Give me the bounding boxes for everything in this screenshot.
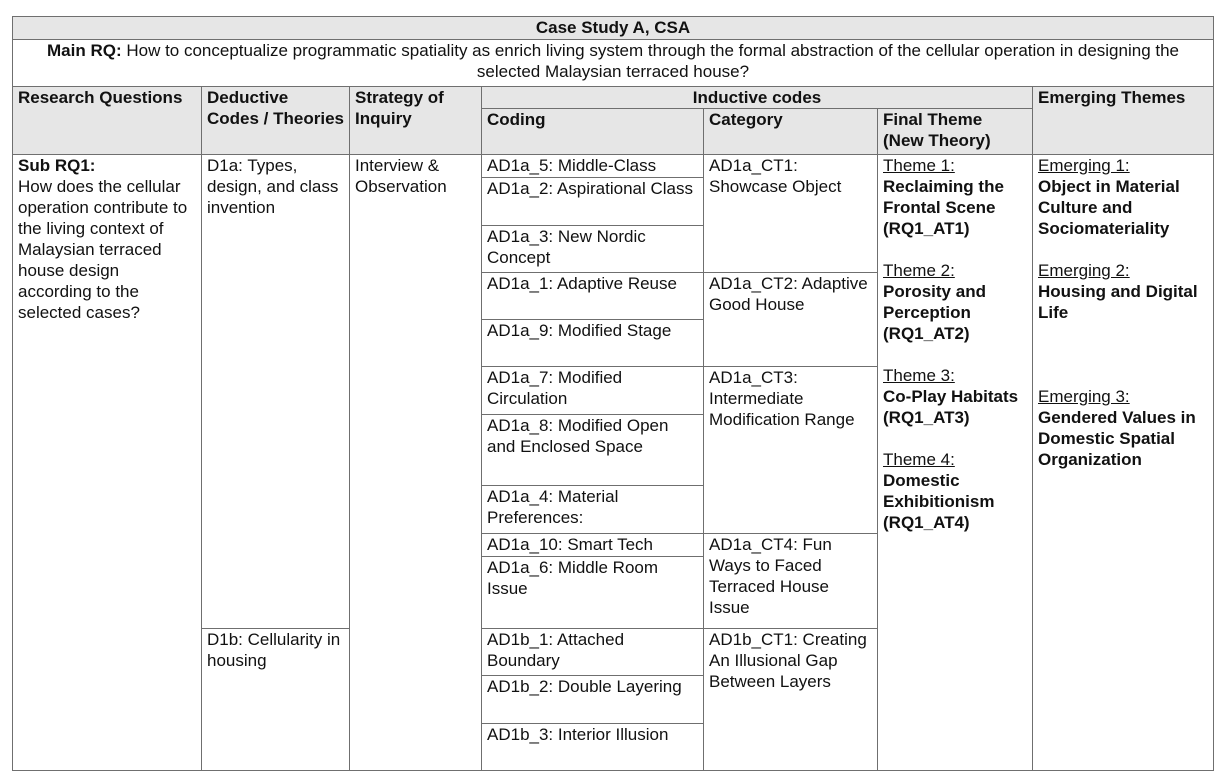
emerging-3-text: Gendered Values in Domestic Spatial Organization [1038, 407, 1196, 469]
code-ad1a-1: AD1a_1: Adaptive Reuse [482, 272, 704, 319]
category-ad1a-ct3: AD1a_CT3: Intermediate Modification Range [704, 367, 878, 533]
theme-1-label: Theme 1: [883, 155, 955, 175]
theme-2-text: Porosity and Perception (RQ1_AT2) [883, 281, 986, 343]
code-ad1a-8: AD1a_8: Modified Open and Enclosed Space [482, 414, 704, 486]
sub-rq-label: Sub RQ1: [18, 155, 96, 175]
main-research-question [13, 39, 1214, 86]
sub-rq-text: How does the cellular operation contribute to the living context of Malaysian terraced house design according to the selected cases? [18, 176, 188, 322]
code-ad1b-2: AD1b_2: Double Layering [482, 676, 704, 723]
header-strategy: Strategy of Inquiry [350, 86, 482, 154]
emerging-themes-cell [1033, 154, 1214, 770]
code-ad1b-3: AD1b_3: Interior Illusion [482, 723, 704, 770]
code-ad1a-9: AD1a_9: Modified Stage [482, 320, 704, 367]
header-emerging-themes: Emerging Themes [1033, 86, 1214, 154]
theme-1 [883, 155, 1027, 239]
code-ad1a-4: AD1a_4: Material Preferences: [482, 486, 704, 533]
code-ad1a-7: AD1a_7: Modified Circulation [482, 367, 704, 414]
emerging-3 [1038, 386, 1208, 470]
header-coding: Coding [482, 109, 704, 154]
theme-4-text: Domestic Exhibitionism (RQ1_AT4) [883, 470, 995, 532]
header-category: Category [704, 109, 878, 154]
emerging-1-text: Object in Material Culture and Sociomateriality [1038, 176, 1180, 238]
code-ad1a-5: AD1a_5: Middle-Class [482, 154, 704, 178]
deductive-code-d1a: D1a: Types, design, and class invention [202, 154, 350, 629]
emerging-2 [1038, 260, 1208, 323]
header-inductive-codes: Inductive codes [482, 86, 1033, 109]
code-ad1a-10: AD1a_10: Smart Tech [482, 533, 704, 557]
code-ad1a-3: AD1a_3: New Nordic Concept [482, 225, 704, 272]
theme-1-text: Reclaiming the Frontal Scene (RQ1_AT1) [883, 176, 1004, 238]
theme-4 [883, 449, 1027, 533]
category-ad1a-ct2: AD1a_CT2: Adaptive Good House [704, 272, 878, 367]
sub-research-question [13, 154, 202, 770]
theme-3-label: Theme 3: [883, 365, 955, 385]
emerging-1 [1038, 155, 1208, 239]
code-ad1b-1: AD1b_1: Attached Boundary [482, 629, 704, 676]
case-study-table [12, 16, 1214, 771]
deductive-code-d1b: D1b: Cellularity in housing [202, 629, 350, 771]
final-themes-cell [878, 154, 1033, 770]
strategy-of-inquiry: Interview & Observation [350, 154, 482, 770]
category-ad1a-ct1: AD1a_CT1: Showcase Object [704, 154, 878, 272]
table-title: Case Study A, CSA [13, 17, 1214, 40]
code-ad1a-2: AD1a_2: Aspirational Class [482, 178, 704, 225]
theme-3-text: Co-Play Habitats (RQ1_AT3) [883, 386, 1019, 427]
header-deductive-codes: Deductive Codes / Theories [202, 86, 350, 154]
emerging-2-label: Emerging 2: [1038, 260, 1130, 280]
theme-2 [883, 260, 1027, 344]
theme-4-label: Theme 4: [883, 449, 955, 469]
emerging-3-label: Emerging 3: [1038, 386, 1130, 406]
emerging-2-text: Housing and Digital Life [1038, 281, 1198, 322]
theme-2-label: Theme 2: [883, 260, 955, 280]
emerging-1-label: Emerging 1: [1038, 155, 1130, 175]
theme-3 [883, 365, 1027, 428]
main-rq-text: How to conceptualize programmatic spatiality as enrich living system through the formal abstraction of the cellular operation in designing the selected Malaysian terraced house? [121, 40, 1180, 81]
category-ad1b-ct1: AD1b_CT1: Creating An Illusional Gap Between Layers [704, 629, 878, 771]
header-research-questions: Research Questions [13, 86, 202, 154]
header-final-theme: Final Theme (New Theory) [878, 109, 1033, 154]
main-rq-label: Main RQ: [47, 40, 122, 60]
category-ad1a-ct4: AD1a_CT4: Fun Ways to Faced Terraced House Issue [704, 533, 878, 629]
code-ad1a-6: AD1a_6: Middle Room Issue [482, 557, 704, 629]
